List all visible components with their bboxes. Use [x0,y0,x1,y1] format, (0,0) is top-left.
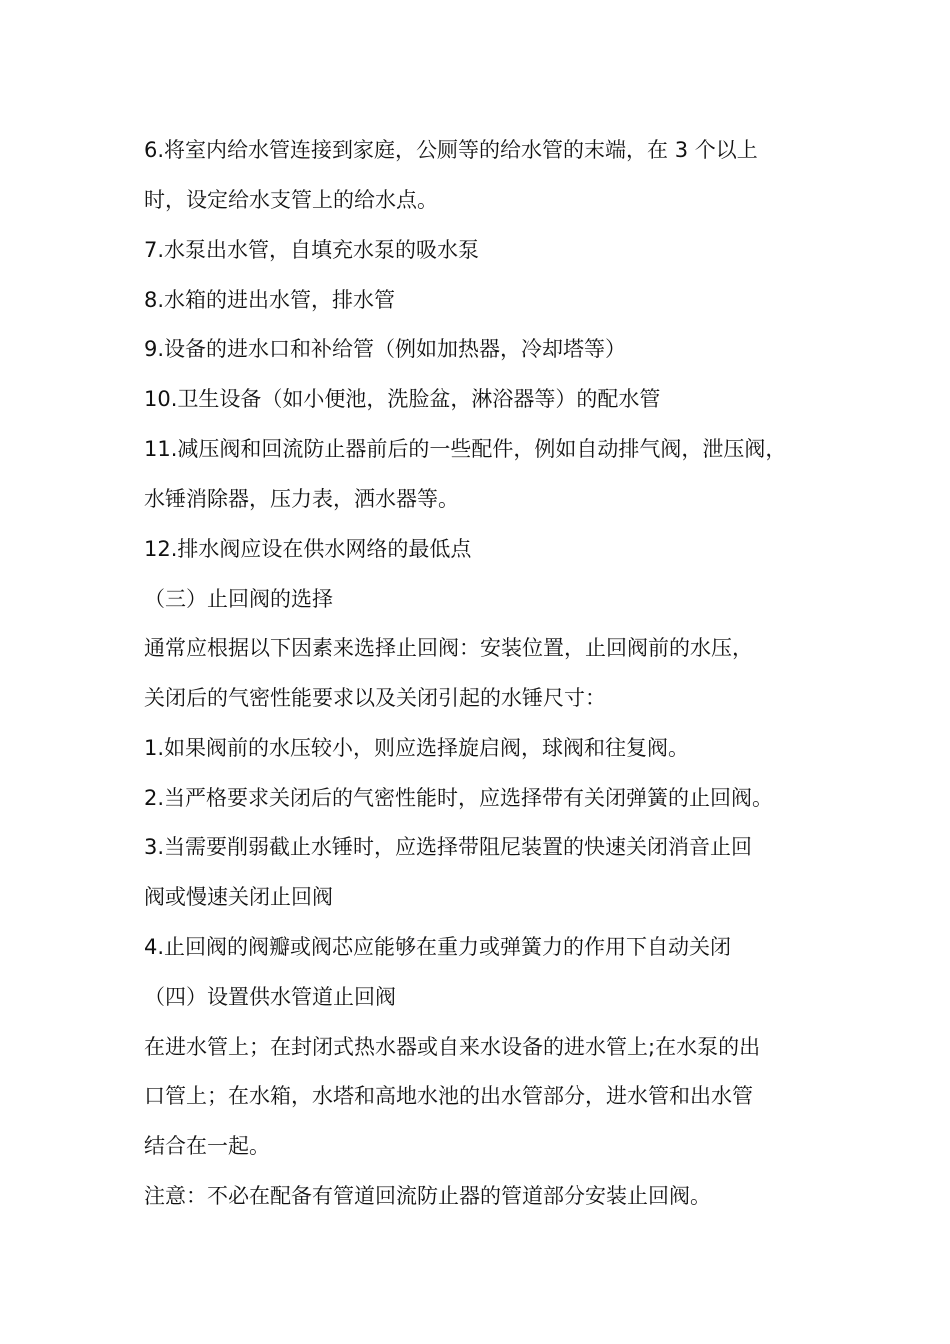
section-heading: （三）止回阀的选择 [144,587,333,611]
text-line: 10.卫生设备（如小便池，洗脸盆，淋浴器等）的配水管 [144,387,661,411]
text-line: 阀或慢速关闭止回阀 [144,885,333,909]
text-line: 在进水管上；在封闭式热水器或自来水设备的进水管上;在水泵的出 [144,1035,761,1059]
text-line: 时，设定给水支管上的给水点。 [144,188,438,212]
text-line: 1.如果阀前的水压较小，则应选择旋启阀，球阀和往复阀。 [144,736,690,760]
text-line: 3.当需要削弱截止水锤时，应选择带阻尼装置的快速关闭消音止回 [144,835,753,859]
text-line: 关闭后的气密性能要求以及关闭引起的水锤尺寸： [144,686,606,710]
text-line: 6.将室内给水管连接到家庭，公厕等的给水管的末端，在 3 个以上 [144,138,758,162]
text-line: 12.排水阀应设在供水网络的最低点 [144,537,472,561]
text-line: 口管上；在水箱，水塔和高地水池的出水管部分，进水管和出水管 [144,1084,753,1108]
text-line: 4.止回阀的阀瓣或阀芯应能够在重力或弹簧力的作用下自动关闭 [144,935,732,959]
text-line: 9.设备的进水口和补给管（例如加热器，冷却塔等） [144,337,627,361]
text-line: 7.水泵出水管，自填充水泵的吸水泵 [144,238,480,262]
text-line: 水锤消除器，压力表，洒水器等。 [144,487,459,511]
text-line: 通常应根据以下因素来选择止回阀：安装位置，止回阀前的水压， [144,636,753,660]
text-line: 注意：不必在配备有管道回流防止器的管道部分安装止回阀。 [144,1184,711,1208]
text-line: 结合在一起。 [144,1134,270,1158]
text-line: 8.水箱的进出水管，排水管 [144,288,396,312]
text-line: 11.减压阀和回流防止器前后的一些配件，例如自动排气阀，泄压阀， [144,437,787,461]
section-heading: （四）设置供水管道止回阀 [144,985,396,1009]
text-line: 2.当严格要求关闭后的气密性能时，应选择带有关闭弹簧的止回阀。 [144,786,774,810]
